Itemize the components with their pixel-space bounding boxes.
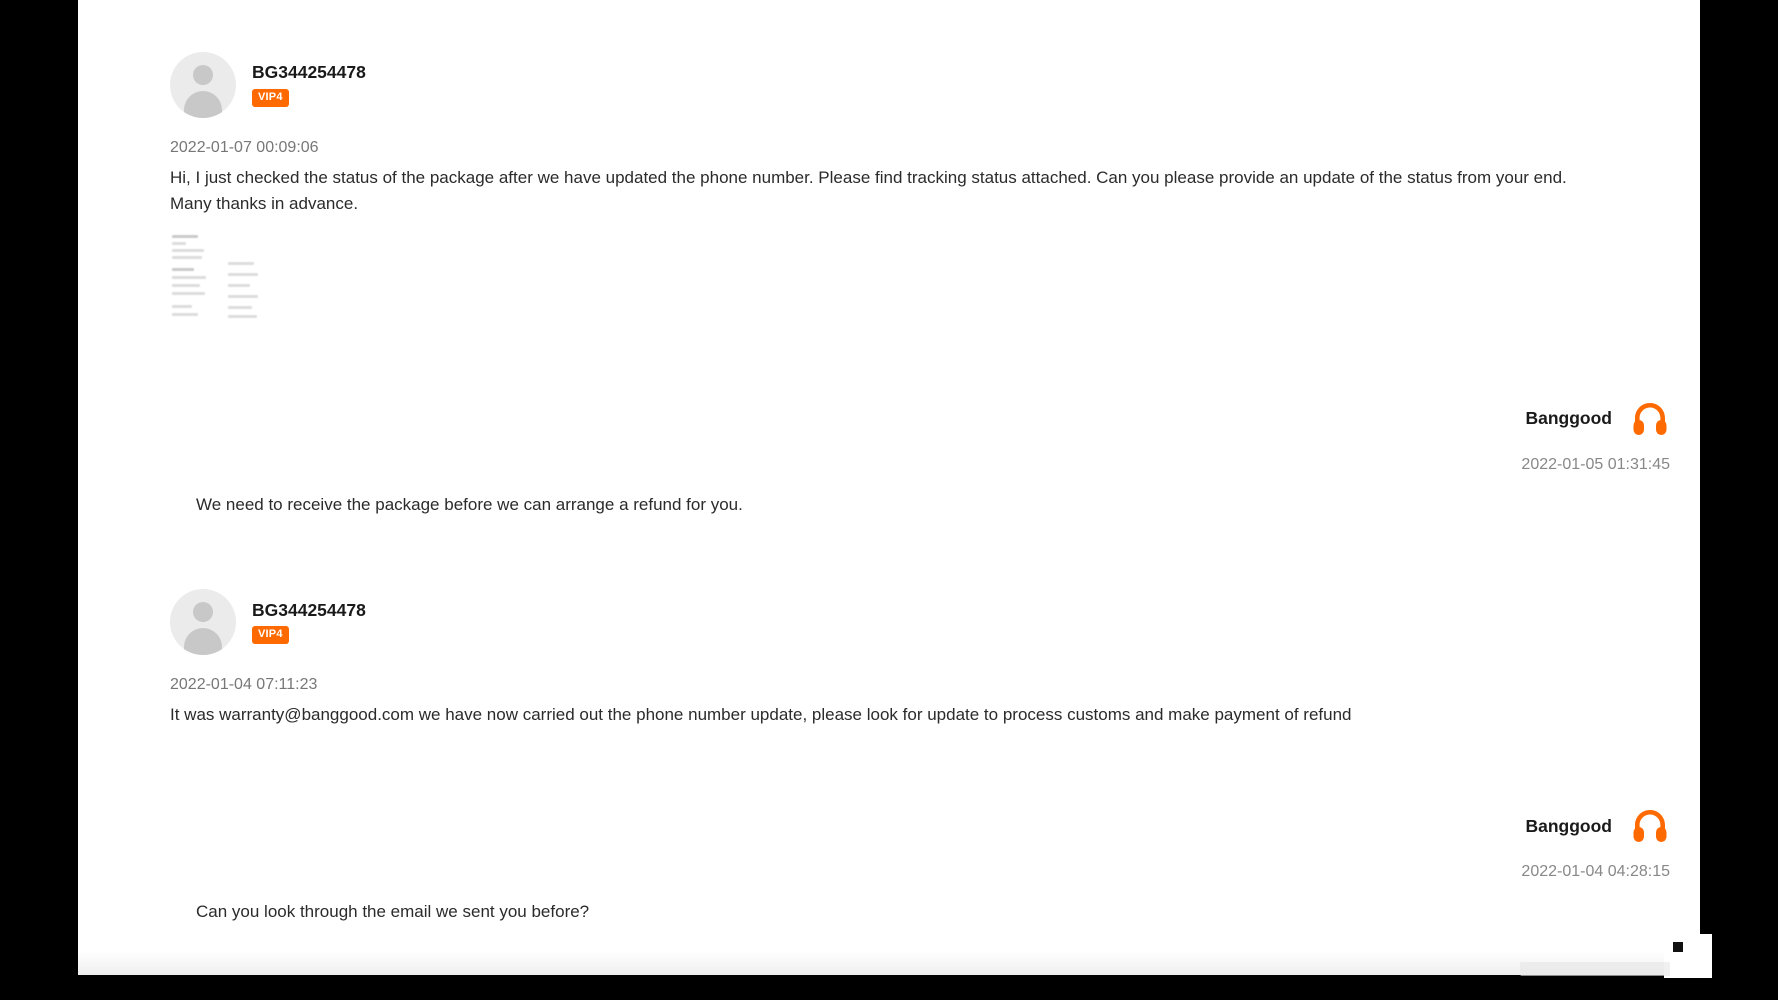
page-bottom-shadow xyxy=(78,952,1700,975)
agent-username: Banggood xyxy=(1525,815,1612,836)
customer-header xyxy=(170,52,1670,118)
message-agent-2 xyxy=(170,806,1670,925)
agent-header xyxy=(170,806,1670,846)
agent-username: Banggood xyxy=(1525,408,1612,429)
message-text: It was warranty@banggood.com we have now carried out the phone number update, please look for update to process customs and make payment of refund xyxy=(170,705,1352,725)
avatar xyxy=(170,52,236,118)
right-gutter xyxy=(1700,0,1778,1000)
message-customer-1 xyxy=(170,52,1670,321)
message-timestamp: 2022-01-04 07:11:23 xyxy=(170,676,318,694)
message-timestamp: 2022-01-05 01:31:45 xyxy=(1521,455,1670,473)
agent-header xyxy=(170,399,1670,439)
message-text: Can you look through the email we sent you before? xyxy=(196,902,590,922)
vip-badge: VIP4 xyxy=(252,89,289,107)
customer-username: BG344254478 xyxy=(252,599,366,620)
customer-header xyxy=(170,589,1670,655)
customer-username: BG344254478 xyxy=(252,62,366,83)
screen-artifact xyxy=(1664,934,1712,978)
screen-artifact-dot xyxy=(1673,942,1683,952)
message-customer-2 xyxy=(170,589,1670,728)
headset-icon xyxy=(1630,806,1670,846)
headset-icon xyxy=(1630,399,1670,439)
vip-badge: VIP4 xyxy=(252,626,289,644)
customer-meta xyxy=(252,601,366,644)
message-timestamp: 2022-01-04 04:28:15 xyxy=(1521,863,1670,881)
conversation-thread xyxy=(170,0,1670,925)
message-text: Hi, I just checked the status of the package after we have updated the phone number. Please find tracking status attached. Can you please provide an update of the status from your end. Many thanks in advance. xyxy=(170,168,1567,213)
customer-meta xyxy=(252,63,366,106)
message-text: We need to receive the package before we can arrange a refund for you. xyxy=(196,494,743,514)
chat-page xyxy=(78,0,1700,975)
message-agent-1 xyxy=(170,399,1670,518)
message-timestamp: 2022-01-07 00:09:06 xyxy=(170,139,319,156)
screen-artifact-bar xyxy=(1520,962,1670,976)
avatar xyxy=(170,589,236,655)
attachment-thumbnail[interactable] xyxy=(170,233,266,321)
